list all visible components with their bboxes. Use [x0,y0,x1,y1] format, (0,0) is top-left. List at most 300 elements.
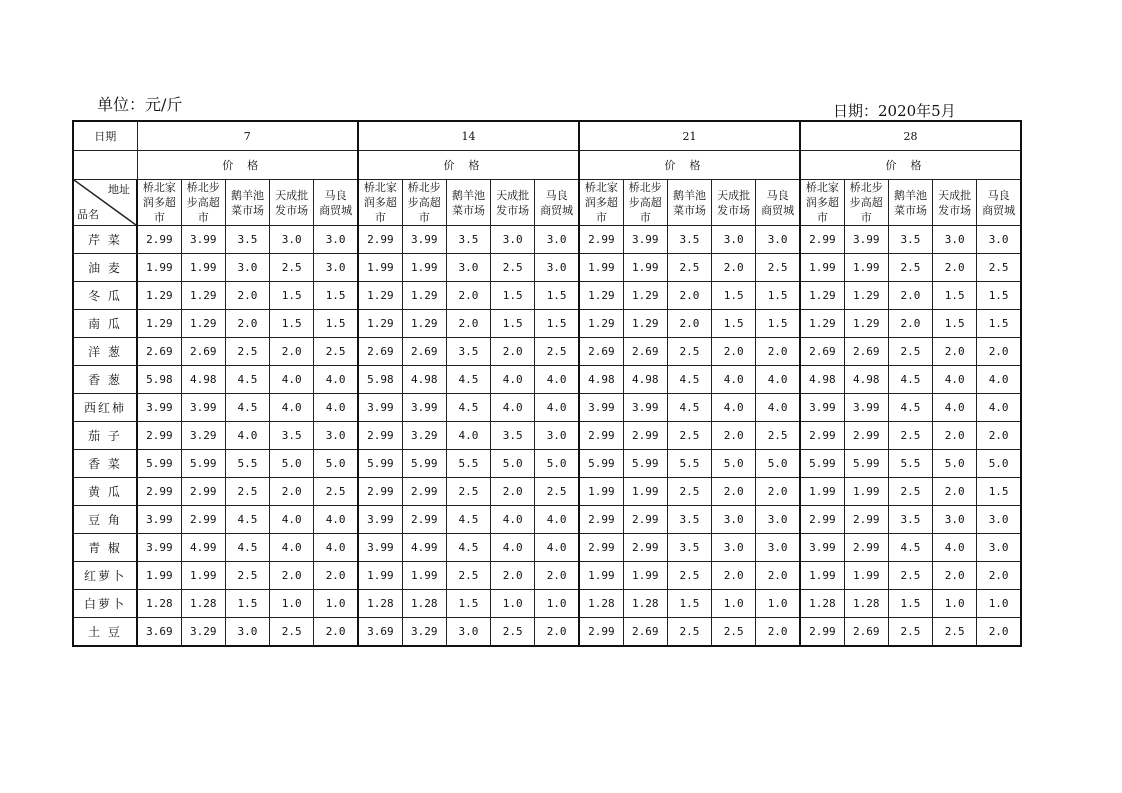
price-cell: 4.0 [314,394,358,422]
shop-name-line: 马良 [987,188,1010,202]
shop-header [314,180,358,226]
table-row [73,422,1021,450]
price-cell: 5.99 [844,450,888,478]
price-cell: 2.99 [137,422,181,450]
price-cell: 2.99 [844,506,888,534]
table-row [73,310,1021,338]
price-cell: 2.5 [667,478,711,506]
price-cell: 5.99 [800,450,844,478]
price-cell: 3.5 [446,338,490,366]
price-cell: 1.5 [314,310,358,338]
price-cell: 2.69 [137,338,181,366]
price-cell: 3.0 [756,506,800,534]
price-cell: 4.98 [402,366,446,394]
price-cell: 3.0 [712,534,756,562]
price-cell: 2.5 [933,618,977,647]
price-cell: 5.5 [446,450,490,478]
price-cell: 3.0 [756,534,800,562]
price-cell: 2.0 [270,478,314,506]
price-cell: 2.5 [314,338,358,366]
price-cell: 4.0 [270,366,314,394]
price-cell: 1.0 [535,590,579,618]
price-cell: 4.0 [756,394,800,422]
product-name: 香 葱 [73,366,137,394]
price-cell: 2.0 [977,562,1021,590]
price-cell: 4.5 [888,394,932,422]
corner-address-label: 地址 [108,183,130,196]
shop-header [667,180,711,226]
price-cell: 4.0 [491,534,535,562]
price-cell: 4.98 [800,366,844,394]
price-cell: 1.99 [579,478,623,506]
product-name: 油 麦 [73,254,137,282]
price-cell: 4.5 [225,534,269,562]
price-cell: 5.0 [933,450,977,478]
price-cell: 4.5 [225,366,269,394]
product-name: 红萝卜 [73,562,137,590]
price-cell: 2.0 [314,562,358,590]
price-cell: 3.0 [977,506,1021,534]
price-cell: 1.5 [491,310,535,338]
shop-header [977,180,1021,226]
table-row [73,590,1021,618]
price-cell: 5.0 [977,450,1021,478]
table-row [73,478,1021,506]
price-cell: 2.69 [623,618,667,647]
price-cell: 3.99 [844,226,888,254]
price-cell: 2.5 [225,478,269,506]
price-cell: 2.69 [844,338,888,366]
price-cell: 3.0 [933,506,977,534]
price-cell: 1.99 [579,254,623,282]
price-cell: 1.29 [181,310,225,338]
table-row [73,254,1021,282]
price-cell: 3.99 [579,394,623,422]
price-cell: 2.99 [579,422,623,450]
price-cell: 5.5 [888,450,932,478]
price-cell: 5.0 [270,450,314,478]
shop-name-line: 商贸城 [540,203,574,217]
price-label: 价格 [358,151,579,180]
price-cell: 1.5 [225,590,269,618]
price-cell: 4.5 [667,366,711,394]
price-cell: 3.0 [446,254,490,282]
price-cell: 5.99 [623,450,667,478]
price-cell: 1.5 [535,282,579,310]
price-cell: 4.0 [933,534,977,562]
price-cell: 2.0 [712,478,756,506]
shop-name-line: 鹅羊池 [230,188,264,202]
price-cell: 5.99 [181,450,225,478]
price-cell: 3.99 [181,394,225,422]
price-cell: 1.5 [270,310,314,338]
price-cell: 5.99 [358,450,402,478]
price-cell: 4.98 [844,366,888,394]
price-cell: 1.99 [137,562,181,590]
price-cell: 4.98 [579,366,623,394]
shop-name-line: 发市场 [717,203,751,217]
price-cell: 1.5 [977,478,1021,506]
price-cell: 3.0 [712,506,756,534]
price-cell: 2.5 [535,338,579,366]
price-cell: 2.5 [977,254,1021,282]
shop-name-line: 菜市场 [672,203,706,217]
price-cell: 5.98 [137,366,181,394]
price-cell: 2.0 [888,310,932,338]
price-cell: 3.99 [181,226,225,254]
shop-header [756,180,800,226]
price-cell: 2.0 [977,422,1021,450]
date-header: 7 [137,121,358,151]
price-cell: 1.29 [579,282,623,310]
price-cell: 2.99 [402,478,446,506]
price-cell: 2.0 [933,478,977,506]
shop-name-line: 菜市场 [230,203,264,217]
price-cell: 1.28 [844,590,888,618]
price-cell: 4.0 [712,394,756,422]
product-name: 冬 瓜 [73,282,137,310]
price-cell: 1.28 [137,590,181,618]
price-cell: 4.5 [446,534,490,562]
price-cell: 2.0 [756,478,800,506]
shop-name-line: 发市场 [275,203,309,217]
shop-header [358,180,402,226]
price-cell: 2.5 [756,254,800,282]
price-cell: 3.69 [137,618,181,647]
price-cell: 5.99 [579,450,623,478]
price-cell: 3.99 [358,534,402,562]
price-cell: 1.5 [888,590,932,618]
price-cell: 1.29 [181,282,225,310]
price-cell: 5.0 [712,450,756,478]
price-cell: 3.99 [800,394,844,422]
price-cell: 4.5 [446,506,490,534]
price-cell: 3.5 [888,226,932,254]
shop-header [623,180,667,226]
report-date: 日期：2020年5月 [833,102,956,120]
price-cell: 3.5 [667,506,711,534]
price-cell: 3.29 [181,618,225,647]
price-cell: 2.0 [225,310,269,338]
price-cell: 1.29 [358,282,402,310]
price-cell: 2.69 [800,338,844,366]
price-cell: 4.0 [270,506,314,534]
shop-header [402,180,446,226]
price-cell: 1.0 [756,590,800,618]
price-cell: 2.0 [933,338,977,366]
shop-name-line: 发市场 [496,203,530,217]
price-cell: 4.99 [181,534,225,562]
price-cell: 4.0 [491,366,535,394]
price-cell: 1.99 [844,562,888,590]
price-cell: 3.0 [933,226,977,254]
shop-name-line: 菜市场 [893,203,927,217]
price-cell: 1.0 [712,590,756,618]
unit-label: 单位：元/斤 [97,95,183,114]
table-row [73,506,1021,534]
price-cell: 3.29 [402,422,446,450]
price-cell: 1.29 [137,310,181,338]
shop-name-line: 商贸城 [319,203,353,217]
price-cell: 4.0 [977,394,1021,422]
corner-product-label: 品名 [77,208,99,221]
price-cell: 1.99 [623,562,667,590]
price-cell: 1.29 [579,310,623,338]
price-cell: 2.0 [977,618,1021,647]
price-cell: 2.0 [756,562,800,590]
price-cell: 3.99 [137,394,181,422]
table-row [73,534,1021,562]
price-cell: 4.5 [667,394,711,422]
shop-name-line: 步高超市 [628,196,662,224]
price-cell: 2.5 [756,422,800,450]
shop-name-line: 桥北步 [186,181,220,194]
price-cell: 2.0 [225,282,269,310]
price-cell: 4.0 [756,366,800,394]
price-cell: 2.5 [667,422,711,450]
price-cell: 4.0 [535,534,579,562]
price-cell: 2.0 [712,254,756,282]
price-cell: 2.0 [712,338,756,366]
price-cell: 4.99 [402,534,446,562]
shop-name-line: 桥北步 [407,181,441,194]
table-row [73,366,1021,394]
price-cell: 3.0 [314,254,358,282]
price-cell: 3.99 [800,534,844,562]
shop-name-line: 桥北步 [849,181,883,194]
price-cell: 2.0 [756,618,800,647]
price-cell: 4.0 [314,534,358,562]
price-label: 价格 [579,151,800,180]
price-cell: 4.0 [535,366,579,394]
price-cell: 2.5 [667,562,711,590]
price-cell: 4.0 [535,506,579,534]
price-cell: 2.5 [888,562,932,590]
shop-name-line: 天成批 [717,188,751,202]
price-cell: 1.29 [402,310,446,338]
price-cell: 1.29 [844,310,888,338]
price-cell: 2.69 [358,338,402,366]
price-cell: 3.69 [358,618,402,647]
price-cell: 2.5 [270,254,314,282]
shop-name-line: 天成批 [275,188,309,202]
price-cell: 2.99 [844,534,888,562]
shop-header [933,180,977,226]
price-cell: 2.99 [800,506,844,534]
price-cell: 5.0 [491,450,535,478]
price-cell: 2.0 [270,562,314,590]
price-cell: 4.0 [491,506,535,534]
price-cell: 1.99 [844,254,888,282]
shop-header [225,180,269,226]
price-cell: 5.99 [402,450,446,478]
price-cell: 2.99 [579,618,623,647]
price-cell: 2.0 [535,562,579,590]
price-cell: 1.28 [358,590,402,618]
price-cell: 1.5 [933,310,977,338]
price-cell: 2.99 [579,226,623,254]
shop-name-line: 步高超市 [849,196,883,224]
price-cell: 2.0 [270,338,314,366]
price-cell: 1.99 [623,478,667,506]
price-cell: 1.29 [623,282,667,310]
price-cell: 2.0 [977,338,1021,366]
price-cell: 2.5 [225,562,269,590]
price-cell: 2.5 [667,254,711,282]
price-cell: 1.29 [800,282,844,310]
price-cell: 3.29 [181,422,225,450]
price-cell: 4.0 [491,394,535,422]
price-cell: 2.99 [844,422,888,450]
shop-name-line: 鹅羊池 [672,188,706,202]
price-cell: 1.29 [402,282,446,310]
date-header: 14 [358,121,579,151]
price-cell: 5.0 [314,450,358,478]
table-row [73,618,1021,647]
product-name: 土 豆 [73,618,137,647]
price-cell: 2.0 [933,562,977,590]
price-cell: 5.99 [137,450,181,478]
price-cell: 1.29 [623,310,667,338]
price-cell: 1.5 [977,310,1021,338]
price-cell: 3.0 [535,422,579,450]
price-cell: 1.5 [756,310,800,338]
price-cell: 5.5 [225,450,269,478]
price-cell: 3.0 [446,618,490,647]
price-cell: 3.99 [358,506,402,534]
shop-name-line: 天成批 [496,188,530,202]
price-cell: 2.99 [358,226,402,254]
date-header: 21 [579,121,800,151]
shop-name-line: 润多超市 [363,196,397,224]
price-cell: 1.29 [358,310,402,338]
date-label: 日期 [73,121,137,151]
price-cell: 1.0 [314,590,358,618]
shop-header [137,180,181,226]
product-name: 青 椒 [73,534,137,562]
price-cell: 3.99 [137,534,181,562]
price-cell: 3.99 [358,394,402,422]
price-cell: 1.99 [579,562,623,590]
price-cell: 5.98 [358,366,402,394]
price-cell: 1.99 [623,254,667,282]
price-cell: 3.99 [844,394,888,422]
price-cell: 3.0 [491,226,535,254]
price-cell: 3.0 [225,254,269,282]
price-cell: 2.0 [491,478,535,506]
price-cell: 1.0 [977,590,1021,618]
shop-name-line: 润多超市 [142,196,176,224]
product-name: 豆 角 [73,506,137,534]
price-cell: 4.5 [446,366,490,394]
price-cell: 2.5 [888,254,932,282]
price-cell: 2.0 [446,310,490,338]
table-row [73,562,1021,590]
price-cell: 1.99 [358,562,402,590]
price-cell: 2.0 [712,562,756,590]
price-cell: 3.99 [137,506,181,534]
price-cell: 1.5 [491,282,535,310]
shop-name-line: 鹅羊池 [451,188,485,202]
price-cell: 2.99 [181,478,225,506]
shop-header [270,180,314,226]
price-cell: 2.99 [358,478,402,506]
price-cell: 2.99 [579,506,623,534]
price-cell: 1.29 [137,282,181,310]
price-cell: 2.5 [446,478,490,506]
price-cell: 5.0 [756,450,800,478]
price-cell: 1.0 [270,590,314,618]
shop-name-line: 马良 [324,188,347,202]
price-cell: 2.5 [712,618,756,647]
shop-header [181,180,225,226]
price-cell: 1.5 [667,590,711,618]
price-cell: 2.5 [491,618,535,647]
price-cell: 2.69 [181,338,225,366]
price-cell: 2.0 [314,618,358,647]
price-cell: 4.98 [623,366,667,394]
price-cell: 2.0 [491,562,535,590]
price-cell: 2.0 [667,282,711,310]
product-name: 黄 瓜 [73,478,137,506]
price-cell: 4.5 [888,366,932,394]
table-row [73,226,1021,254]
shop-name-line: 菜市场 [451,203,485,217]
price-cell: 1.99 [137,254,181,282]
shop-header [844,180,888,226]
price-cell: 1.5 [446,590,490,618]
price-cell: 1.5 [535,310,579,338]
price-cell: 3.99 [402,394,446,422]
price-cell: 3.5 [667,534,711,562]
shop-header [800,180,844,226]
price-cell: 3.0 [977,534,1021,562]
price-cell: 5.5 [667,450,711,478]
price-cell: 1.99 [181,254,225,282]
price-cell: 3.0 [535,226,579,254]
price-cell: 3.5 [491,422,535,450]
shop-name-line: 步高超市 [186,196,220,224]
price-cell: 2.99 [800,226,844,254]
shop-name-line: 马良 [545,188,568,202]
price-cell: 2.5 [491,254,535,282]
price-cell: 2.0 [712,422,756,450]
price-cell: 1.99 [402,562,446,590]
table-row [73,394,1021,422]
price-cell: 4.0 [314,366,358,394]
price-cell: 2.0 [446,282,490,310]
price-cell: 2.99 [623,534,667,562]
price-cell: 2.69 [844,618,888,647]
price-cell: 3.5 [446,226,490,254]
table-row [73,282,1021,310]
price-cell: 3.0 [977,226,1021,254]
shop-name-line: 天成批 [938,188,972,202]
price-cell: 4.0 [535,394,579,422]
price-cell: 2.5 [225,338,269,366]
price-cell: 3.99 [402,226,446,254]
price-cell: 1.99 [800,478,844,506]
price-cell: 1.5 [756,282,800,310]
table-row [73,338,1021,366]
price-cell: 2.5 [667,338,711,366]
price-cell: 3.5 [225,226,269,254]
price-cell: 1.99 [844,478,888,506]
shop-header [446,180,490,226]
price-cell: 1.28 [181,590,225,618]
price-cell: 1.5 [712,310,756,338]
price-cell: 2.0 [933,254,977,282]
